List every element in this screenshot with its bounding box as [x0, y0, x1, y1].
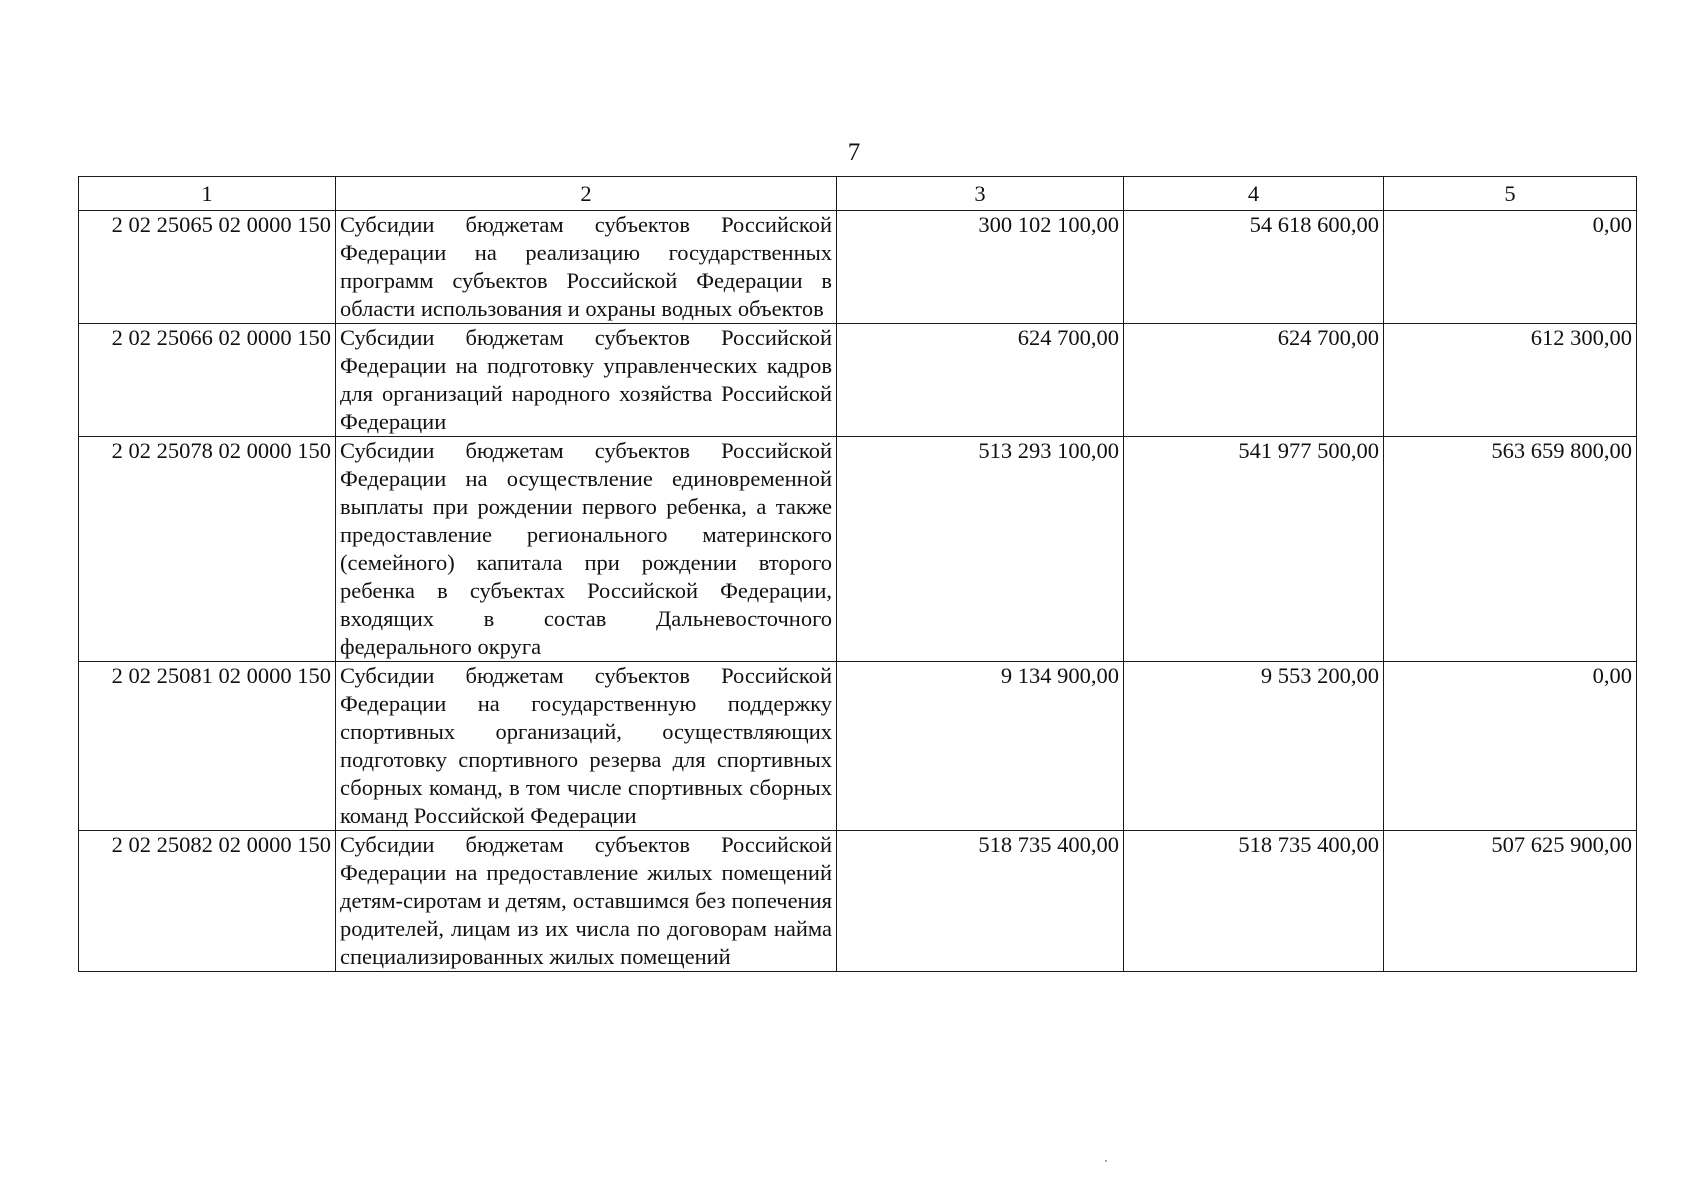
budget-code: 2 02 25082 02 0000 150: [79, 831, 336, 972]
column-header-2: 2: [336, 177, 837, 211]
amount-col4: 624 700,00: [1124, 324, 1384, 437]
budget-code: 2 02 25065 02 0000 150: [79, 211, 336, 324]
amount-col3: 300 102 100,00: [837, 211, 1124, 324]
column-header-4: 4: [1124, 177, 1384, 211]
row-description: Субсидии бюджетам субъектов Российской Федерации на реализацию государственных программ субъектов Российской Федерации в области использования и охраны водных объектов: [336, 211, 837, 324]
row-description: Субсидии бюджетам субъектов Российской Федерации на осуществление единовременной выплаты при рождении первого ребенка, а также предоставление регионального материнского (семейного) капитала при рождении второго ребенка в субъектах Российской Федерации, входящих в состав Дальневосточного федерального округа: [336, 437, 837, 662]
amount-col5: 612 300,00: [1384, 324, 1637, 437]
row-description: Субсидии бюджетам субъектов Российской Федерации на государственную поддержку спортивных организаций, осуществляющих подготовку спортивного резерва для спортивных сборных команд, в том числе спортивных сборных команд Российской Федерации: [336, 662, 837, 831]
table-row: [79, 437, 1637, 662]
column-header-1: 1: [79, 177, 336, 211]
budget-code: 2 02 25078 02 0000 150: [79, 437, 336, 662]
budget-code: 2 02 25066 02 0000 150: [79, 324, 336, 437]
scan-speck: [1105, 1160, 1107, 1162]
budget-table: [78, 176, 1637, 972]
table-row: [79, 211, 1637, 324]
header-row: [79, 177, 1637, 211]
amount-col5: 507 625 900,00: [1384, 831, 1637, 972]
column-header-3: 3: [837, 177, 1124, 211]
amount-col3: 624 700,00: [837, 324, 1124, 437]
table-row: [79, 324, 1637, 437]
budget-code: 2 02 25081 02 0000 150: [79, 662, 336, 831]
amount-col3: 518 735 400,00: [837, 831, 1124, 972]
column-header-5: 5: [1384, 177, 1637, 211]
row-description: Субсидии бюджетам субъектов Российской Федерации на предоставление жилых помещений детям-сиротам и детям, оставшимся без попечения родителей, лицам из их числа по договорам найма специализированных жилых помещений: [336, 831, 837, 972]
row-description: Субсидии бюджетам субъектов Российской Федерации на подготовку управленческих кадров для организаций народного хозяйства Российской Федерации: [336, 324, 837, 437]
amount-col3: 9 134 900,00: [837, 662, 1124, 831]
table-row: [79, 662, 1637, 831]
page-number: 7: [847, 139, 861, 166]
amount-col5: 563 659 800,00: [1384, 437, 1637, 662]
amount-col3: 513 293 100,00: [837, 437, 1124, 662]
table-row: [79, 831, 1637, 972]
amount-col4: 54 618 600,00: [1124, 211, 1384, 324]
amount-col5: 0,00: [1384, 211, 1637, 324]
amount-col4: 9 553 200,00: [1124, 662, 1384, 831]
amount-col4: 541 977 500,00: [1124, 437, 1384, 662]
amount-col5: 0,00: [1384, 662, 1637, 831]
amount-col4: 518 735 400,00: [1124, 831, 1384, 972]
